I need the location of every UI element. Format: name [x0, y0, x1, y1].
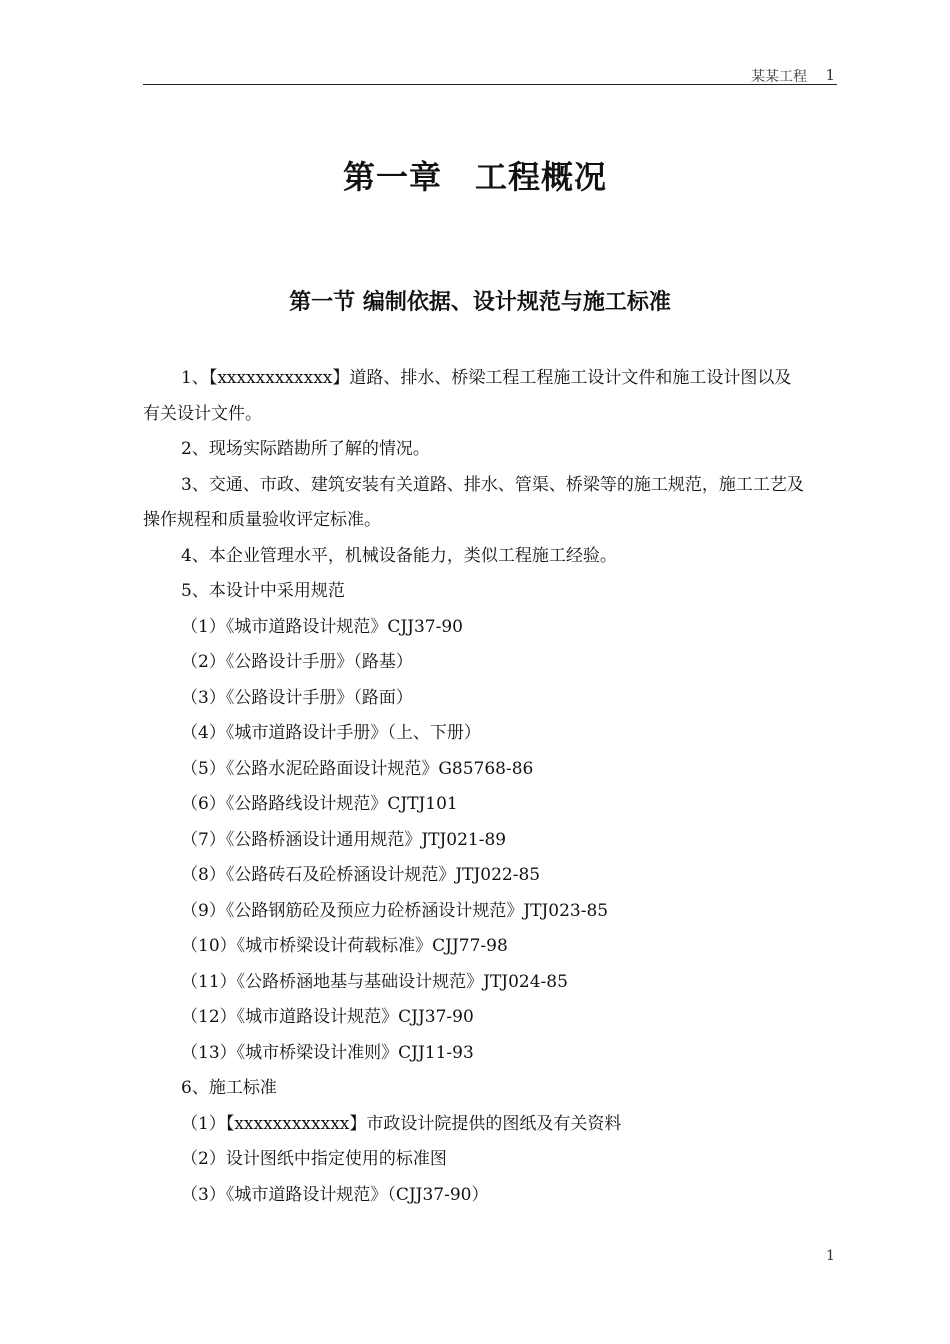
list-item: （4）《城市道路设计手册》（上、下册） [181, 723, 481, 743]
document-body [143, 361, 837, 1213]
header-page-number: 1 [825, 66, 835, 84]
paragraph-line: 4、本企业管理水平，机械设备能力，类似工程施工经验。 [181, 545, 617, 566]
list-item: （7）《公路桥涵设计通用规范》JTJ021-89 [181, 829, 507, 850]
list-item: （9）《公路钢筋砼及预应力砼桥涵设计规范》JTJ023-85 [181, 900, 609, 921]
list-item: （3）《城市道路设计规范》（CJJ37-90） [181, 1184, 489, 1205]
paragraph-line: 有关设计文件。 [143, 403, 262, 424]
paragraph-line: 操作规程和质量验收评定标准。 [143, 510, 381, 530]
list-item: （8）《公路砖石及砼桥涵设计规范》JTJ022-85 [181, 865, 541, 885]
page-header [143, 64, 837, 85]
list-item: （6）《公路路线设计规范》CJTJ101 [181, 794, 458, 814]
paragraph-line: 2、现场实际踏勘所了解的情况。 [181, 439, 430, 459]
list-item: （2）设计图纸中指定使用的标准图 [181, 1149, 447, 1169]
list-item: （5）《公路水泥砼路面设计规范》G85768-86 [181, 758, 534, 779]
paragraph-line: 6、施工标准 [181, 1078, 277, 1098]
paragraph-line: 5、本设计中采用规范 [181, 581, 345, 601]
list-item: （1）【xxxxxxxxxxxx】市政设计院提供的图纸及有关资料 [181, 1113, 622, 1134]
list-item: （1）《城市道路设计规范》CJJ37-90 [181, 616, 463, 637]
footer-page-number: 1 [826, 1248, 835, 1264]
chapter-title: 第一章 工程概况 [342, 158, 607, 196]
list-item: （11）《公路桥涵地基与基础设计规范》JTJ024-85 [181, 971, 568, 992]
list-item: （13）《城市桥梁设计准则》CJJ11-93 [181, 1042, 474, 1063]
list-item: （3）《公路设计手册》（路面） [181, 687, 413, 708]
paragraph-line: 1、【xxxxxxxxxxxx】道路、排水、桥梁工程工程施工设计文件和施工设计图以及 [181, 368, 792, 388]
list-item: （12）《城市道路设计规范》CJJ37-90 [181, 1007, 474, 1027]
list-item: （2）《公路设计手册》（路基） [181, 652, 413, 672]
header-title: 某某工程 [751, 69, 807, 85]
list-item: （10）《城市桥梁设计荷载标准》CJJ77-98 [181, 936, 508, 956]
section-title: 第一节 编制依据、设计规范与施工标准 [289, 290, 671, 315]
paragraph-line: 3、交通、市政、建筑安装有关道路、排水、管渠、桥梁等的施工规范，施工工艺及 [181, 474, 804, 495]
